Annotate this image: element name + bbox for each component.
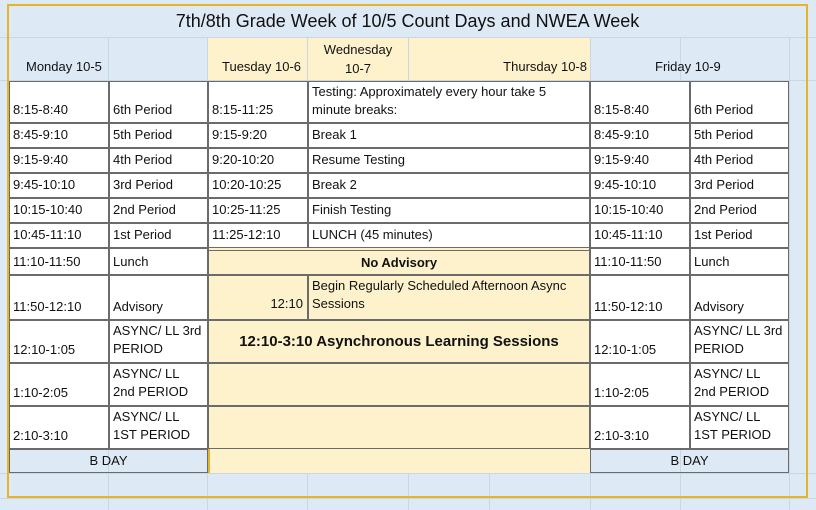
no-advisory-banner: No Advisory xyxy=(208,250,590,275)
monday-period: ASYNC/ LL 1ST PERIOD xyxy=(109,406,208,449)
grid-row-line xyxy=(0,498,816,499)
friday-time: 9:45-10:10 xyxy=(590,173,690,198)
friday-period: 2nd Period xyxy=(690,198,789,223)
monday-time: 2:10-3:10 xyxy=(9,406,109,449)
async-block-2 xyxy=(208,363,590,406)
testing-activity: Break 2 xyxy=(308,173,590,198)
monday-period: 4th Period xyxy=(109,148,208,173)
sheet-title: 7th/8th Grade Week of 10/5 Count Days and NWEA Week xyxy=(9,6,806,36)
header-friday: Friday 10-9 xyxy=(655,59,721,74)
friday-time: 11:50-12:10 xyxy=(590,275,690,320)
monday-time: 1:10-2:05 xyxy=(9,363,109,406)
afternoon-note: Begin Regularly Scheduled Afternoon Async Sessions xyxy=(308,275,590,320)
footer-middle xyxy=(208,449,590,473)
monday-period: 1st Period xyxy=(109,223,208,248)
monday-period: ASYNC/ LL 2nd PERIOD xyxy=(109,363,208,406)
monday-time: 12:10-1:05 xyxy=(9,320,109,363)
testing-time: 8:15-11:25 xyxy=(208,81,308,123)
friday-period: 3rd Period xyxy=(690,173,789,198)
monday-time: 10:15-10:40 xyxy=(9,198,109,223)
grid-col-line xyxy=(789,38,790,510)
friday-time: 8:45-9:10 xyxy=(590,123,690,148)
friday-period: 5th Period xyxy=(690,123,789,148)
friday-period: Advisory xyxy=(690,275,789,320)
monday-period: Lunch xyxy=(109,248,208,275)
header-tuesday: Tuesday 10-6 xyxy=(208,38,307,80)
friday-time: 12:10-1:05 xyxy=(590,320,690,363)
monday-period: 2nd Period xyxy=(109,198,208,223)
monday-period: Advisory xyxy=(109,275,208,320)
friday-time: 11:10-11:50 xyxy=(590,248,690,275)
friday-period: 6th Period xyxy=(690,81,789,123)
testing-time: 9:15-9:20 xyxy=(208,123,308,148)
b-day-monday: B DAY xyxy=(9,449,208,473)
monday-time: 9:45-10:10 xyxy=(9,173,109,198)
testing-time: 10:20-10:25 xyxy=(208,173,308,198)
header-monday: Monday 10-5 xyxy=(26,59,102,74)
testing-time: 11:25-12:10 xyxy=(208,223,308,248)
friday-time: 9:15-9:40 xyxy=(590,148,690,173)
async-banner: 12:10-3:10 Asynchronous Learning Sessions xyxy=(208,320,590,363)
friday-period: ASYNC/ LL 2nd PERIOD xyxy=(690,363,789,406)
testing-activity: Testing: Approximately every hour take 5 minute breaks: xyxy=(308,81,590,123)
monday-period: 3rd Period xyxy=(109,173,208,198)
afternoon-time: 12:10 xyxy=(208,275,308,320)
monday-time: 10:45-11:10 xyxy=(9,223,109,248)
b-day-friday: B DAY xyxy=(590,449,789,473)
header-thursday: Thursday 10-8 xyxy=(409,38,590,80)
friday-period: Lunch xyxy=(690,248,789,275)
friday-period: 1st Period xyxy=(690,223,789,248)
friday-time: 2:10-3:10 xyxy=(590,406,690,449)
testing-activity: LUNCH (45 minutes) xyxy=(308,223,590,248)
monday-period: 5th Period xyxy=(109,123,208,148)
monday-time: 11:10-11:50 xyxy=(9,248,109,275)
friday-period: ASYNC/ LL 3rd PERIOD xyxy=(690,320,789,363)
header-wednesday: Wednesday 10-7 xyxy=(308,38,408,80)
friday-period: ASYNC/ LL 1ST PERIOD xyxy=(690,406,789,449)
testing-activity: Finish Testing xyxy=(308,198,590,223)
friday-period: 4th Period xyxy=(690,148,789,173)
grid-row-line xyxy=(0,473,816,474)
friday-time: 10:15-10:40 xyxy=(590,198,690,223)
monday-time: 11:50-12:10 xyxy=(9,275,109,320)
monday-time: 9:15-9:40 xyxy=(9,148,109,173)
monday-time: 8:45-9:10 xyxy=(9,123,109,148)
monday-time: 8:15-8:40 xyxy=(9,81,109,123)
monday-period: ASYNC/ LL 3rd PERIOD xyxy=(109,320,208,363)
testing-activity: Break 1 xyxy=(308,123,590,148)
friday-time: 1:10-2:05 xyxy=(590,363,690,406)
testing-time: 10:25-11:25 xyxy=(208,198,308,223)
testing-activity: Resume Testing xyxy=(308,148,590,173)
monday-period: 6th Period xyxy=(109,81,208,123)
friday-time: 8:15-8:40 xyxy=(590,81,690,123)
testing-time: 9:20-10:20 xyxy=(208,148,308,173)
async-block-3 xyxy=(208,406,590,449)
friday-time: 10:45-11:10 xyxy=(590,223,690,248)
